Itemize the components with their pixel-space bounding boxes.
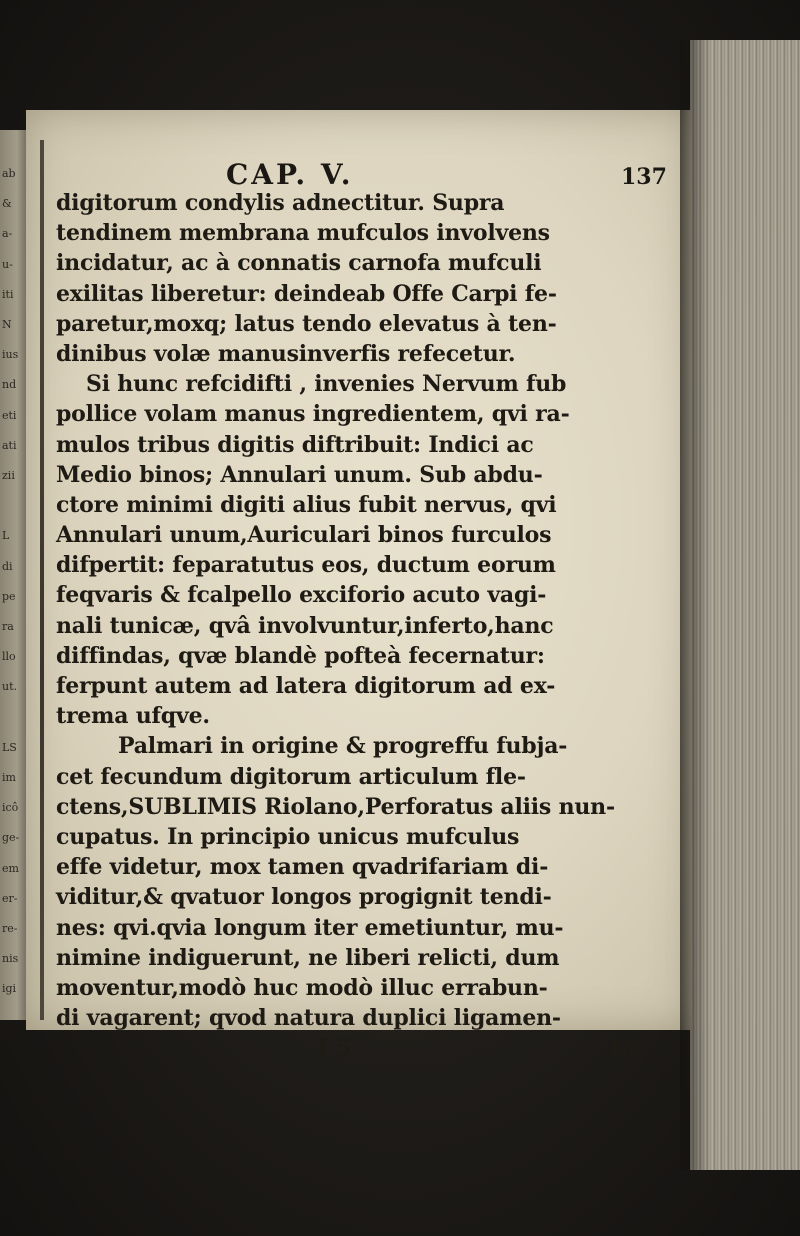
book-page xyxy=(26,110,692,1062)
previous-page-fragment: L xyxy=(2,529,10,543)
text-line: Medio binos; Annulari unum. Sub abdu- xyxy=(56,461,543,488)
previous-page-fragment: u- xyxy=(2,257,13,271)
text-line: exilitas liberetur: deindeab Offe Carpi fe- xyxy=(56,280,557,307)
text-line: effe videtur, mox tamen qvadrifariam di- xyxy=(56,854,549,881)
previous-page-fragment: re- xyxy=(2,922,18,935)
text-line: nes: qvi.qvia longum iter emetiuntur, mu- xyxy=(56,914,564,941)
text-line: paretur,moxq; latus tendo elevatus à ten- xyxy=(56,310,557,337)
text-line: moventur,modò huc modò illuc errabun- xyxy=(56,974,548,1001)
text-line: Si hunc refcidifti , invenies Nervum fub xyxy=(86,371,567,398)
page-edge-shadow xyxy=(680,40,710,1170)
previous-page-edge xyxy=(0,130,28,1020)
text-line: ctore minimi digiti alius fubit nervus, qvi xyxy=(56,491,557,518)
text-line: viditur,& qvatuor longos progignit tendi- xyxy=(56,884,552,911)
previous-page-fragment: & xyxy=(2,197,12,211)
text-line: cet fecundum digitorum articulum fle- xyxy=(56,763,526,790)
text-line: mulos tribus digitis diftribuit: Indici ac xyxy=(56,431,534,458)
previous-page-fragment: eti xyxy=(2,408,17,422)
previous-page-fragment: ut. xyxy=(2,680,18,694)
text-line: ferpunt autem ad latera digitorum ad ex- xyxy=(56,673,556,699)
page-number: 137 xyxy=(621,164,667,190)
previous-page-fragment: im xyxy=(2,771,16,784)
signature-mark: I 5 xyxy=(318,1035,352,1062)
catchword: to xyxy=(611,1035,636,1062)
previous-page-fragment: zii xyxy=(2,469,15,482)
text-line: dinibus volæ manusinverfis refecetur. xyxy=(56,340,516,367)
text-line: ctens,SUBLIMIS Riolano,Perforatus aliis nun- xyxy=(56,793,615,820)
previous-page-fragment: nis xyxy=(2,952,19,966)
text-line: Annulari unum,Auriculari binos furculos xyxy=(56,522,552,549)
previous-page-fragment: iti xyxy=(2,287,14,301)
previous-page-fragment: llo xyxy=(2,650,16,664)
previous-page-fragment: em xyxy=(2,861,19,875)
text-line: di vagarent; qvod natura duplici ligamen- xyxy=(56,1005,561,1032)
text-line: diffindas, qvæ blandè pofteà fecernatur: xyxy=(56,642,545,669)
gutter-shadow xyxy=(40,140,44,1020)
previous-page-fragment: ati xyxy=(2,438,17,452)
text-line: tendinem membrana mufculos involvens xyxy=(56,220,550,247)
text-line: difpertit: feparatutus eos, ductum eorum xyxy=(56,552,556,579)
previous-page-fragment: er- xyxy=(2,891,18,905)
previous-page-fragment: ge- xyxy=(2,831,20,845)
previous-page-fragment: LS xyxy=(2,740,17,754)
previous-page-fragment: a- xyxy=(2,227,13,241)
text-line: nimine indiguerunt, ne liberi relicti, dum xyxy=(56,944,560,971)
previous-page-fragment: pe xyxy=(2,589,16,603)
previous-page-fragment: icô xyxy=(2,801,19,815)
text-line: nali tunicæ, qvâ involvuntur,inferto,hanc xyxy=(56,612,554,639)
text-line: cupatus. In principio unicus mufculus xyxy=(56,823,520,850)
text-line: feqvaris & fcalpello exciforio acuto vagi- xyxy=(56,582,547,609)
chapter-heading: CAP. V. xyxy=(226,158,354,191)
previous-page-fragment: N xyxy=(2,318,12,331)
text-line: incidatur, ac à connatis carnofa mufculi xyxy=(56,250,542,277)
text-line: trema ufqve. xyxy=(56,703,210,730)
previous-page-fragment: di xyxy=(2,559,13,573)
previous-page-fragment: ius xyxy=(2,348,19,362)
text-line: pollice volam manus ingredientem, qvi ra- xyxy=(56,401,570,428)
text-line: digitorum condylis adnectitur. Supra xyxy=(56,190,505,216)
signature-catchword-line xyxy=(56,1033,676,1063)
previous-page-fragment: nd xyxy=(2,378,17,392)
previous-page-fragment: ab xyxy=(2,167,16,180)
body-text xyxy=(56,188,676,1063)
text-line: Palmari in origine & progreffu fubja- xyxy=(118,733,568,760)
previous-page-fragment: ra xyxy=(2,620,14,633)
previous-page-fragment: igi xyxy=(2,982,17,996)
